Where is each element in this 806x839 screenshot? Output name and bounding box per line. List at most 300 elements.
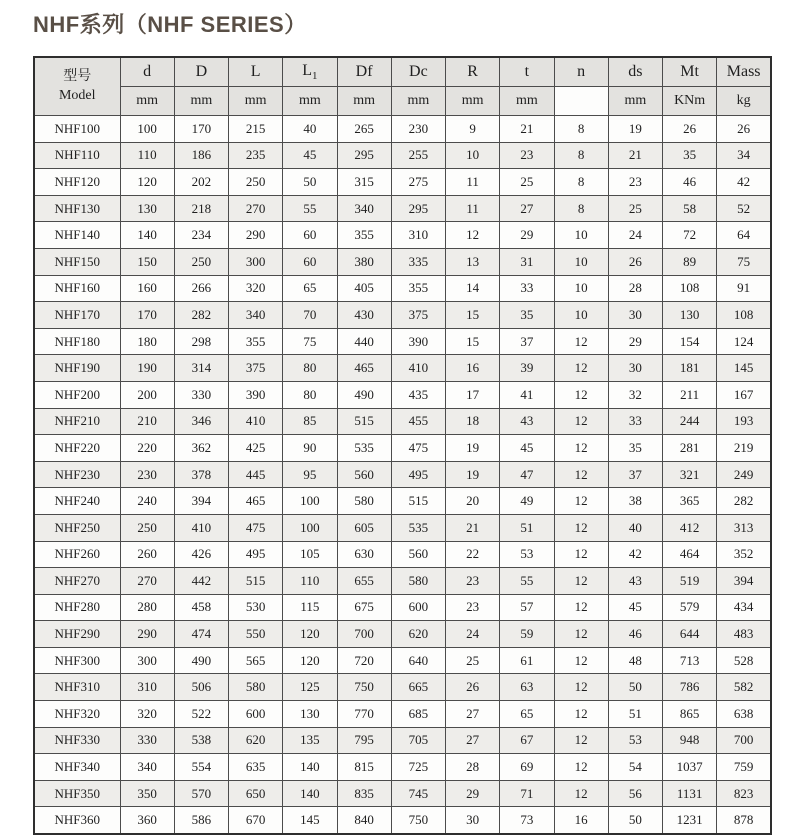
value-cell: 186 [174,142,228,169]
value-cell: 11 [446,195,500,222]
value-cell: 700 [717,727,771,754]
value-cell: 280 [120,594,174,621]
value-cell: 50 [608,807,662,834]
value-cell: 47 [500,461,554,488]
value-cell: 41 [500,381,554,408]
value-cell: 12 [554,541,608,568]
table-row-nhf360 [34,807,771,834]
value-cell: 244 [663,408,717,435]
value-cell: 282 [174,302,228,329]
value-cell: 51 [608,701,662,728]
value-cell: 650 [229,780,283,807]
value-cell: 60 [283,248,337,275]
column-unit-mt: KNm [663,87,717,116]
value-cell: 620 [391,621,445,648]
value-cell: 67 [500,727,554,754]
model-cell: NHF310 [34,674,120,701]
value-cell: 53 [500,541,554,568]
table-row-nhf300 [34,647,771,674]
value-cell: 313 [717,514,771,541]
value-cell: 42 [717,169,771,196]
value-cell: 35 [500,302,554,329]
value-cell: 412 [663,514,717,541]
value-cell: 635 [229,754,283,781]
value-cell: 29 [500,222,554,249]
model-header-zh: 型号 [63,68,92,84]
value-cell: 100 [283,488,337,515]
value-cell: 18 [446,408,500,435]
value-cell: 26 [446,674,500,701]
model-cell: NHF140 [34,222,120,249]
model-cell: NHF130 [34,195,120,222]
value-cell: 522 [174,701,228,728]
model-cell: NHF210 [34,408,120,435]
value-cell: 12 [554,381,608,408]
value-cell: 10 [446,142,500,169]
value-cell: 759 [717,754,771,781]
value-cell: 840 [337,807,391,834]
value-cell: 705 [391,727,445,754]
value-cell: 25 [500,169,554,196]
value-cell: 282 [717,488,771,515]
model-cell: NHF330 [34,727,120,754]
value-cell: 620 [229,727,283,754]
value-cell: 265 [337,116,391,143]
model-cell: NHF190 [34,355,120,382]
value-cell: 260 [120,541,174,568]
table-header [34,57,771,116]
value-cell: 300 [120,647,174,674]
model-cell: NHF220 [34,435,120,462]
value-cell: 8 [554,116,608,143]
value-cell: 745 [391,780,445,807]
value-cell: 570 [174,780,228,807]
value-cell: 464 [663,541,717,568]
value-cell: 108 [717,302,771,329]
value-cell: 405 [337,275,391,302]
value-cell: 638 [717,701,771,728]
value-cell: 515 [229,568,283,595]
column-unit-d: mm [174,87,228,116]
column-unit-l1: mm [283,87,337,116]
model-header-en: Model [58,87,96,103]
value-cell: 63 [500,674,554,701]
column-header-df: Df [337,57,391,87]
value-cell: 430 [337,302,391,329]
value-cell: 700 [337,621,391,648]
value-cell: 39 [500,355,554,382]
value-cell: 1231 [663,807,717,834]
value-cell: 12 [554,727,608,754]
value-cell: 519 [663,568,717,595]
column-header-l: L [229,57,283,87]
value-cell: 26 [717,116,771,143]
value-cell: 211 [663,381,717,408]
table-row-nhf120 [34,169,771,196]
value-cell: 1131 [663,780,717,807]
value-cell: 20 [446,488,500,515]
value-cell: 795 [337,727,391,754]
value-cell: 21 [446,514,500,541]
value-cell: 475 [391,435,445,462]
value-cell: 45 [500,435,554,462]
value-cell: 12 [554,568,608,595]
value-cell: 28 [608,275,662,302]
value-cell: 35 [608,435,662,462]
value-cell: 15 [446,302,500,329]
value-cell: 565 [229,647,283,674]
value-cell: 560 [391,541,445,568]
column-unit-dc: mm [391,87,445,116]
value-cell: 46 [608,621,662,648]
value-cell: 12 [554,435,608,462]
value-cell: 31 [500,248,554,275]
table-row-nhf250 [34,514,771,541]
value-cell: 352 [717,541,771,568]
table-row-nhf170 [34,302,771,329]
value-cell: 495 [229,541,283,568]
value-cell: 240 [120,488,174,515]
value-cell: 720 [337,647,391,674]
value-cell: 35 [663,142,717,169]
value-cell: 823 [717,780,771,807]
value-cell: 355 [229,328,283,355]
value-cell: 295 [337,142,391,169]
value-cell: 530 [229,594,283,621]
model-cell: NHF260 [34,541,120,568]
value-cell: 145 [717,355,771,382]
column-header-d: D [174,57,228,87]
value-cell: 181 [663,355,717,382]
model-cell: NHF320 [34,701,120,728]
model-cell: NHF340 [34,754,120,781]
value-cell: 655 [337,568,391,595]
value-cell: 300 [229,248,283,275]
value-cell: 330 [174,381,228,408]
value-cell: 25 [608,195,662,222]
value-cell: 85 [283,408,337,435]
column-unit-d: mm [120,87,174,116]
value-cell: 235 [229,142,283,169]
value-cell: 786 [663,674,717,701]
value-cell: 713 [663,647,717,674]
value-cell: 10 [554,248,608,275]
model-cell: NHF290 [34,621,120,648]
value-cell: 140 [120,222,174,249]
value-cell: 100 [120,116,174,143]
value-cell: 8 [554,195,608,222]
table-row-nhf130 [34,195,771,222]
value-cell: 340 [120,754,174,781]
value-cell: 48 [608,647,662,674]
value-cell: 145 [283,807,337,834]
value-cell: 560 [337,461,391,488]
value-cell: 120 [283,647,337,674]
table-row-nhf140 [34,222,771,249]
value-cell: 270 [229,195,283,222]
column-header-r: R [446,57,500,87]
value-cell: 90 [283,435,337,462]
value-cell: 17 [446,381,500,408]
value-cell: 335 [391,248,445,275]
model-cell: NHF230 [34,461,120,488]
value-cell: 250 [120,514,174,541]
model-cell: NHF350 [34,780,120,807]
value-cell: 455 [391,408,445,435]
value-cell: 55 [500,568,554,595]
table-row-nhf220 [34,435,771,462]
value-cell: 675 [337,594,391,621]
value-cell: 25 [446,647,500,674]
column-unit-l: mm [229,87,283,116]
value-cell: 580 [391,568,445,595]
value-cell: 355 [337,222,391,249]
model-cell: NHF250 [34,514,120,541]
value-cell: 193 [717,408,771,435]
value-cell: 12 [554,408,608,435]
value-cell: 10 [554,222,608,249]
value-cell: 490 [174,647,228,674]
value-cell: 19 [608,116,662,143]
value-cell: 23 [608,169,662,196]
value-cell: 170 [120,302,174,329]
value-cell: 515 [337,408,391,435]
value-cell: 340 [337,195,391,222]
value-cell: 290 [120,621,174,648]
value-cell: 355 [391,275,445,302]
model-cell: NHF280 [34,594,120,621]
value-cell: 140 [283,780,337,807]
value-cell: 435 [391,381,445,408]
model-cell: NHF120 [34,169,120,196]
value-cell: 52 [717,195,771,222]
table-row-nhf260 [34,541,771,568]
value-cell: 490 [337,381,391,408]
value-cell: 55 [283,195,337,222]
table-row-nhf180 [34,328,771,355]
model-cell: NHF270 [34,568,120,595]
value-cell: 130 [283,701,337,728]
value-cell: 160 [120,275,174,302]
table-row-nhf330 [34,727,771,754]
value-cell: 40 [283,116,337,143]
value-cell: 124 [717,328,771,355]
value-cell: 582 [717,674,771,701]
value-cell: 105 [283,541,337,568]
value-cell: 130 [663,302,717,329]
value-cell: 394 [174,488,228,515]
value-cell: 515 [391,488,445,515]
value-cell: 12 [554,355,608,382]
value-cell: 410 [174,514,228,541]
value-cell: 210 [120,408,174,435]
column-unit-n [554,87,608,116]
value-cell: 108 [663,275,717,302]
value-cell: 535 [391,514,445,541]
value-cell: 73 [500,807,554,834]
value-cell: 380 [337,248,391,275]
value-cell: 38 [608,488,662,515]
value-cell: 51 [500,514,554,541]
value-cell: 170 [174,116,228,143]
value-cell: 250 [174,248,228,275]
value-cell: 445 [229,461,283,488]
value-cell: 58 [663,195,717,222]
value-cell: 19 [446,435,500,462]
table-body [34,116,771,835]
value-cell: 34 [717,142,771,169]
value-cell: 865 [663,701,717,728]
value-cell: 340 [229,302,283,329]
value-cell: 535 [337,435,391,462]
value-cell: 80 [283,381,337,408]
value-cell: 315 [337,169,391,196]
value-cell: 390 [391,328,445,355]
value-cell: 362 [174,435,228,462]
value-cell: 310 [120,674,174,701]
value-cell: 50 [283,169,337,196]
table-row-nhf150 [34,248,771,275]
value-cell: 75 [717,248,771,275]
value-cell: 154 [663,328,717,355]
value-cell: 249 [717,461,771,488]
value-cell: 220 [120,435,174,462]
value-cell: 12 [554,647,608,674]
value-cell: 394 [717,568,771,595]
value-cell: 365 [663,488,717,515]
value-cell: 29 [446,780,500,807]
value-cell: 23 [500,142,554,169]
value-cell: 140 [283,754,337,781]
value-cell: 670 [229,807,283,834]
value-cell: 375 [229,355,283,382]
value-cell: 24 [446,621,500,648]
value-cell: 91 [717,275,771,302]
value-cell: 46 [663,169,717,196]
value-cell: 16 [446,355,500,382]
value-cell: 125 [283,674,337,701]
value-cell: 61 [500,647,554,674]
column-unit-r: mm [446,87,500,116]
value-cell: 12 [446,222,500,249]
value-cell: 21 [608,142,662,169]
value-cell: 266 [174,275,228,302]
value-cell: 410 [229,408,283,435]
header-label-row [34,57,771,87]
value-cell: 40 [608,514,662,541]
value-cell: 330 [120,727,174,754]
table-row-nhf210 [34,408,771,435]
value-cell: 474 [174,621,228,648]
value-cell: 32 [608,381,662,408]
value-cell: 426 [174,541,228,568]
value-cell: 24 [608,222,662,249]
value-cell: 65 [500,701,554,728]
value-cell: 579 [663,594,717,621]
value-cell: 12 [554,328,608,355]
value-cell: 9 [446,116,500,143]
table-row-nhf310 [34,674,771,701]
value-cell: 53 [608,727,662,754]
value-cell: 54 [608,754,662,781]
value-cell: 71 [500,780,554,807]
value-cell: 506 [174,674,228,701]
value-cell: 770 [337,701,391,728]
value-cell: 320 [229,275,283,302]
table-row-nhf320 [34,701,771,728]
value-cell: 120 [120,169,174,196]
column-header-ds: ds [608,57,662,87]
column-unit-mass: kg [717,87,771,116]
value-cell: 948 [663,727,717,754]
value-cell: 12 [554,488,608,515]
value-cell: 230 [120,461,174,488]
value-cell: 27 [446,701,500,728]
value-cell: 10 [554,302,608,329]
value-cell: 630 [337,541,391,568]
value-cell: 495 [391,461,445,488]
column-header-l1: $L_1$ [283,57,337,87]
value-cell: 45 [283,142,337,169]
value-cell: 75 [283,328,337,355]
value-cell: 69 [500,754,554,781]
column-header-d: d [120,57,174,87]
value-cell: 600 [391,594,445,621]
value-cell: 167 [717,381,771,408]
value-cell: 28 [446,754,500,781]
value-cell: 298 [174,328,228,355]
value-cell: 580 [229,674,283,701]
value-cell: 12 [554,461,608,488]
value-cell: 130 [120,195,174,222]
value-cell: 200 [120,381,174,408]
value-cell: 30 [446,807,500,834]
value-cell: 440 [337,328,391,355]
value-cell: 12 [554,754,608,781]
value-cell: 8 [554,142,608,169]
table-row-nhf280 [34,594,771,621]
model-cell: NHF180 [34,328,120,355]
table-row-nhf230 [34,461,771,488]
column-unit-t: mm [500,87,554,116]
value-cell: 45 [608,594,662,621]
value-cell: 89 [663,248,717,275]
page-title: NHF系列（NHF SERIES） [33,12,307,37]
value-cell: 644 [663,621,717,648]
value-cell: 586 [174,807,228,834]
value-cell: 310 [391,222,445,249]
value-cell: 442 [174,568,228,595]
value-cell: 21 [500,116,554,143]
value-cell: 150 [120,248,174,275]
column-header-n: n [554,57,608,87]
value-cell: 375 [391,302,445,329]
value-cell: 29 [608,328,662,355]
value-cell: 12 [554,780,608,807]
value-cell: 458 [174,594,228,621]
value-cell: 725 [391,754,445,781]
value-cell: 33 [500,275,554,302]
value-cell: 49 [500,488,554,515]
column-unit-ds: mm [608,87,662,116]
value-cell: 57 [500,594,554,621]
value-cell: 10 [554,275,608,302]
value-cell: 110 [283,568,337,595]
column-header-mass: Mass [717,57,771,87]
value-cell: 350 [120,780,174,807]
value-cell: 425 [229,435,283,462]
value-cell: 37 [500,328,554,355]
